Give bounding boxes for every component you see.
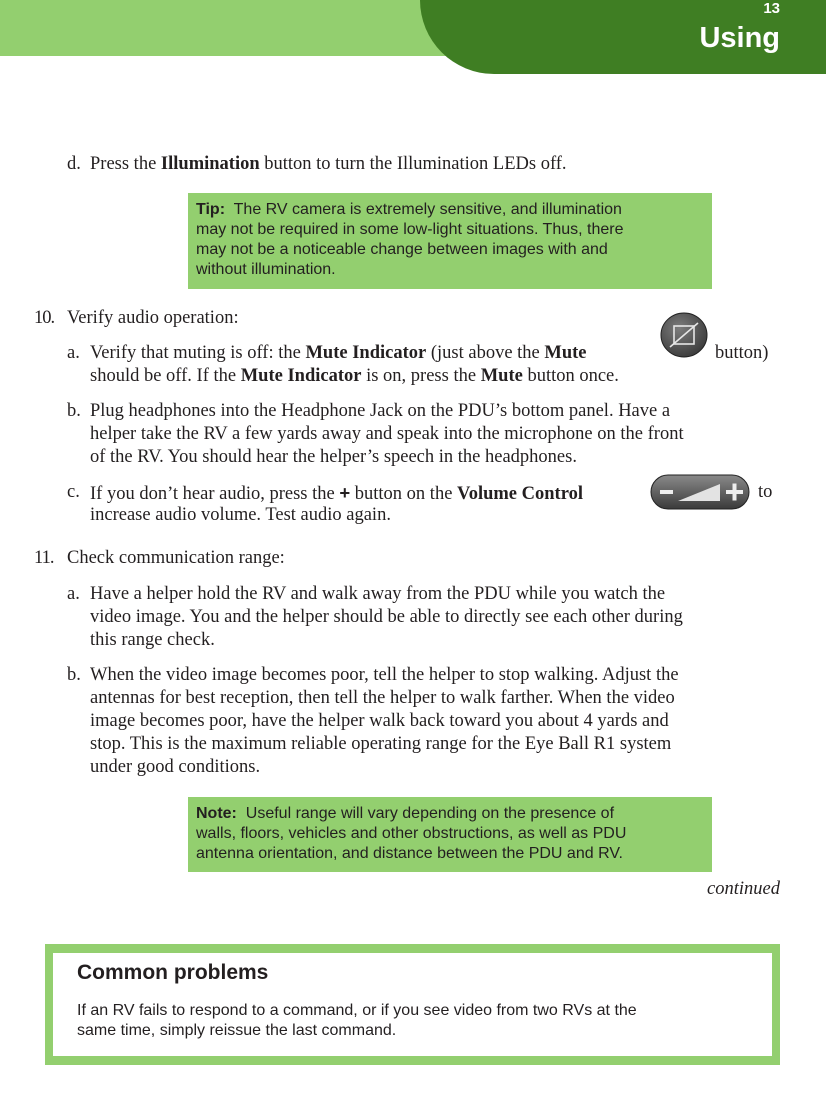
step-10b-label: b.: [67, 401, 81, 421]
common-problems-body: If an RV fails to respond to a command, or if you see video from two RVs at the same time, simply reissue the last command.: [77, 1002, 637, 1039]
step-d-label: d.: [67, 154, 81, 174]
common-problems-title: Common problems: [77, 961, 269, 984]
step-10a-line1: Verify that muting is off: the Mute Indicator (just above the Mute: [90, 343, 587, 363]
tip-box: Tip: The RV camera is extremely sensitive, and illumination may not be required in some low-light situations. Thus, there may not be a noticeable change between images with and without illumination.: [188, 193, 712, 289]
step-10-number: 10.: [34, 308, 55, 328]
volume-control-icon: [650, 474, 750, 510]
note-label: Note:: [196, 805, 237, 822]
page-number: 13: [763, 0, 780, 17]
step-11-title: Check communication range:: [67, 548, 285, 568]
step-11b-line: image becomes poor, have the helper walk back toward you about 4 yards and: [90, 711, 669, 731]
step-11b-line: antennas for best reception, then tell the helper to walk farther. When the video: [90, 688, 675, 708]
continued-label: continued: [707, 879, 780, 899]
mute-icon: [660, 312, 708, 358]
step-11a-line: this range check.: [90, 630, 215, 650]
step-10c-line1: If you don’t hear audio, press the + button on the Volume Control: [90, 482, 583, 504]
tip-label: Tip:: [196, 201, 226, 218]
step-10-title: Verify audio operation:: [67, 308, 239, 328]
step-10c-line2: increase audio volume. Test audio again.: [90, 505, 391, 525]
step-11-number: 11.: [34, 548, 54, 568]
step-10b-line: Plug headphones into the Headphone Jack on the PDU’s bottom panel. Have a: [90, 401, 671, 421]
note-box: Note: Useful range will vary depending on the presence of walls, floors, vehicles and other obstructions, as well as PDU antenna orientation, and distance between the PDU and RV.: [188, 797, 712, 872]
step-10a-line2: should be off. If the Mute Indicator is on, press the Mute button once.: [90, 366, 619, 386]
step-11b-line: When the video image becomes poor, tell the helper to stop walking. Adjust the: [90, 665, 679, 685]
step-10a-button-word: button): [715, 343, 769, 363]
section-title: Using: [699, 22, 780, 54]
step-10c-label: c.: [67, 482, 80, 502]
step-11a-label: a.: [67, 584, 80, 604]
step-10a-label: a.: [67, 343, 80, 363]
step-10c-to: to: [758, 482, 773, 502]
step-11a-line: video image. You and the helper should be able to directly see each other during: [90, 607, 683, 627]
step-11b-line: under good conditions.: [90, 757, 261, 777]
step-11b-line: stop. This is the maximum reliable operating range for the Eye Ball R1 system: [90, 734, 672, 754]
step-10b-line: of the RV. You should hear the helper’s speech in the headphones.: [90, 447, 577, 467]
step-11b-label: b.: [67, 665, 81, 685]
step-11a-line: Have a helper hold the RV and walk away from the PDU while you watch the: [90, 584, 666, 604]
step-d-text: Press the Illumination button to turn the Illumination LEDs off.: [90, 154, 567, 174]
step-10b-line: helper take the RV a few yards away and speak into the microphone on the front: [90, 424, 684, 444]
